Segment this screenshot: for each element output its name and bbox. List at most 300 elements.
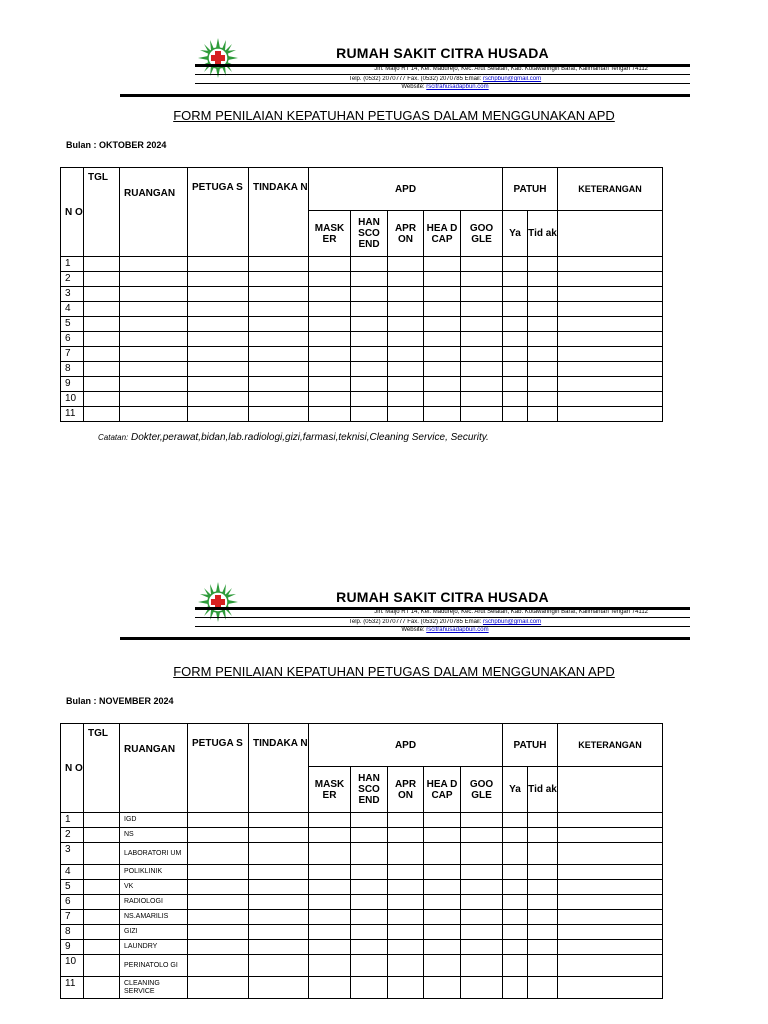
empty-cell xyxy=(424,317,461,332)
col-google-header: GOO GLE xyxy=(461,211,503,257)
row-number: 2 xyxy=(61,828,84,843)
empty-cell xyxy=(461,955,503,977)
empty-cell xyxy=(528,287,558,302)
row-number: 11 xyxy=(61,407,84,422)
apd-table xyxy=(60,723,663,999)
empty-cell xyxy=(188,880,249,895)
empty-cell xyxy=(309,977,351,999)
row-ruangan xyxy=(120,257,188,272)
table-body xyxy=(61,257,663,422)
empty-cell xyxy=(84,332,120,347)
empty-cell xyxy=(503,955,528,977)
empty-cell xyxy=(558,317,663,332)
row-ruangan: POLIKLINIK xyxy=(120,865,188,880)
keterangan-sub xyxy=(558,211,663,257)
empty-cell xyxy=(388,302,424,317)
empty-cell xyxy=(249,977,309,999)
col-masker-header: MASK ER xyxy=(309,211,351,257)
empty-cell xyxy=(188,362,249,377)
empty-cell xyxy=(461,813,503,828)
hospital-name: RUMAH SAKIT CITRA HUSADA xyxy=(336,45,549,61)
empty-cell xyxy=(351,880,388,895)
row-ruangan: RADIOLOGI xyxy=(120,895,188,910)
apd-table xyxy=(60,167,663,422)
hospital-contact: Telp. (0532) 2070777 Fax. (0532) 2070785 Email: rschpbun@gmail.com xyxy=(348,76,542,82)
col-patuh-header: PATUH xyxy=(503,724,558,767)
empty-cell xyxy=(188,302,249,317)
row-number: 2 xyxy=(61,272,84,287)
empty-cell xyxy=(424,813,461,828)
empty-cell xyxy=(84,940,120,955)
empty-cell xyxy=(528,257,558,272)
empty-cell xyxy=(388,377,424,392)
empty-cell xyxy=(309,955,351,977)
row-number: 4 xyxy=(61,865,84,880)
empty-cell xyxy=(424,302,461,317)
empty-cell xyxy=(388,813,424,828)
empty-cell xyxy=(528,377,558,392)
col-masker-header: MASK ER xyxy=(309,767,351,813)
empty-cell xyxy=(424,955,461,977)
empty-cell xyxy=(388,828,424,843)
empty-cell xyxy=(249,287,309,302)
empty-cell xyxy=(309,865,351,880)
hospital-contact: Telp. (0532) 2070777 Fax. (0532) 2070785 Email: rschpbun@gmail.com xyxy=(348,619,542,625)
row-number: 8 xyxy=(61,362,84,377)
empty-cell xyxy=(558,895,663,910)
header-rule-bottom xyxy=(120,94,690,97)
empty-cell xyxy=(528,272,558,287)
empty-cell xyxy=(249,272,309,287)
empty-cell xyxy=(249,362,309,377)
empty-cell xyxy=(424,977,461,999)
empty-cell xyxy=(249,925,309,940)
empty-cell xyxy=(309,895,351,910)
empty-cell xyxy=(188,955,249,977)
empty-cell xyxy=(188,407,249,422)
row-number: 7 xyxy=(61,347,84,362)
empty-cell xyxy=(84,377,120,392)
empty-cell xyxy=(249,317,309,332)
empty-cell xyxy=(249,895,309,910)
empty-cell xyxy=(188,895,249,910)
empty-cell xyxy=(351,813,388,828)
empty-cell xyxy=(188,843,249,865)
empty-cell xyxy=(461,287,503,302)
row-ruangan: PERINATOLO GI xyxy=(120,955,188,977)
row-ruangan xyxy=(120,302,188,317)
empty-cell xyxy=(503,392,528,407)
empty-cell xyxy=(558,865,663,880)
empty-cell xyxy=(188,940,249,955)
empty-cell xyxy=(351,392,388,407)
empty-cell xyxy=(558,392,663,407)
empty-cell xyxy=(558,977,663,999)
empty-cell xyxy=(309,828,351,843)
empty-cell xyxy=(424,843,461,865)
empty-cell xyxy=(558,257,663,272)
empty-cell xyxy=(249,302,309,317)
website-link[interactable]: rscitrahusadapbun.com xyxy=(426,84,489,90)
empty-cell xyxy=(309,940,351,955)
empty-cell xyxy=(84,287,120,302)
empty-cell xyxy=(528,362,558,377)
empty-cell xyxy=(503,895,528,910)
col-apron-header: APR ON xyxy=(388,767,424,813)
empty-cell xyxy=(188,377,249,392)
empty-cell xyxy=(351,377,388,392)
empty-cell xyxy=(558,880,663,895)
col-no-header: N O xyxy=(61,168,84,257)
empty-cell xyxy=(188,813,249,828)
row-ruangan: IGD xyxy=(120,813,188,828)
empty-cell xyxy=(461,257,503,272)
empty-cell xyxy=(84,272,120,287)
empty-cell xyxy=(503,977,528,999)
empty-cell xyxy=(528,828,558,843)
empty-cell xyxy=(84,392,120,407)
col-keterangan-header: KETERANGAN xyxy=(558,724,663,767)
empty-cell xyxy=(503,940,528,955)
empty-cell xyxy=(424,880,461,895)
col-apd-header: APD xyxy=(309,168,503,211)
empty-cell xyxy=(424,910,461,925)
col-google-header: GOO GLE xyxy=(461,767,503,813)
empty-cell xyxy=(558,362,663,377)
empty-cell xyxy=(503,843,528,865)
row-number: 8 xyxy=(61,925,84,940)
form-title: FORM PENILAIAN KEPATUHAN PETUGAS DALAM MENGGUNAKAN APD xyxy=(173,664,615,679)
hospital-address: Jln. Maljo RT 14, Kel. Madurejo, Kec. Arut Selatan, Kab. Kotawaringin Barat, Kalimantan Tengah 74112 xyxy=(374,66,648,72)
empty-cell xyxy=(503,880,528,895)
empty-cell xyxy=(503,362,528,377)
empty-cell xyxy=(84,955,120,977)
empty-cell xyxy=(84,302,120,317)
row-number: 9 xyxy=(61,940,84,955)
col-tindakan-header: TINDAKA N xyxy=(249,724,309,813)
empty-cell xyxy=(309,407,351,422)
empty-cell xyxy=(351,317,388,332)
empty-cell xyxy=(558,910,663,925)
empty-cell xyxy=(309,332,351,347)
bulan-label: Bulan : OKTOBER 2024 xyxy=(66,140,167,150)
empty-cell xyxy=(461,977,503,999)
table-row xyxy=(61,940,663,955)
empty-cell xyxy=(351,257,388,272)
bulan-label: Bulan : NOVEMBER 2024 xyxy=(66,696,174,706)
empty-cell xyxy=(249,392,309,407)
table-row xyxy=(61,895,663,910)
empty-cell xyxy=(351,362,388,377)
col-tgl-header: TGL xyxy=(84,168,120,257)
row-number: 6 xyxy=(61,895,84,910)
row-number: 10 xyxy=(61,392,84,407)
row-ruangan xyxy=(120,392,188,407)
empty-cell xyxy=(503,407,528,422)
empty-cell xyxy=(461,317,503,332)
empty-cell xyxy=(424,272,461,287)
empty-cell xyxy=(461,392,503,407)
col-ya-header: Ya xyxy=(503,211,528,257)
empty-cell xyxy=(309,377,351,392)
empty-cell xyxy=(461,895,503,910)
empty-cell xyxy=(528,910,558,925)
empty-cell xyxy=(503,865,528,880)
col-headcap-header: HEA D CAP xyxy=(424,767,461,813)
empty-cell xyxy=(188,317,249,332)
row-ruangan xyxy=(120,317,188,332)
table-row xyxy=(61,347,663,362)
form-title: FORM PENILAIAN KEPATUHAN PETUGAS DALAM MENGGUNAKAN APD xyxy=(173,108,615,123)
empty-cell xyxy=(558,925,663,940)
empty-cell xyxy=(503,828,528,843)
empty-cell xyxy=(84,925,120,940)
col-hanscoend-header: HAN SCO END xyxy=(351,211,388,257)
empty-cell xyxy=(388,910,424,925)
row-number: 5 xyxy=(61,880,84,895)
table-row xyxy=(61,377,663,392)
empty-cell xyxy=(388,347,424,362)
empty-cell xyxy=(503,257,528,272)
empty-cell xyxy=(84,843,120,865)
row-number: 9 xyxy=(61,377,84,392)
empty-cell xyxy=(461,407,503,422)
empty-cell xyxy=(249,828,309,843)
keterangan-sub xyxy=(558,767,663,813)
empty-cell xyxy=(249,377,309,392)
empty-cell xyxy=(424,865,461,880)
row-number: 3 xyxy=(61,287,84,302)
empty-cell xyxy=(558,407,663,422)
empty-cell xyxy=(188,828,249,843)
website-link[interactable]: rscitrahusadapbun.com xyxy=(426,627,489,633)
empty-cell xyxy=(188,347,249,362)
empty-cell xyxy=(503,910,528,925)
col-headcap-header: HEA D CAP xyxy=(424,211,461,257)
empty-cell xyxy=(84,828,120,843)
empty-cell xyxy=(388,317,424,332)
table-row xyxy=(61,407,663,422)
empty-cell xyxy=(249,865,309,880)
empty-cell xyxy=(249,880,309,895)
empty-cell xyxy=(528,407,558,422)
empty-cell xyxy=(351,332,388,347)
empty-cell xyxy=(424,828,461,843)
empty-cell xyxy=(351,955,388,977)
empty-cell xyxy=(188,287,249,302)
empty-cell xyxy=(424,407,461,422)
row-ruangan xyxy=(120,377,188,392)
empty-cell xyxy=(558,332,663,347)
empty-cell xyxy=(249,813,309,828)
empty-cell xyxy=(558,347,663,362)
empty-cell xyxy=(249,940,309,955)
empty-cell xyxy=(461,332,503,347)
table-row xyxy=(61,865,663,880)
empty-cell xyxy=(424,287,461,302)
table-row xyxy=(61,287,663,302)
row-ruangan xyxy=(120,272,188,287)
empty-cell xyxy=(388,955,424,977)
email-link[interactable]: rschpbun@gmail.com xyxy=(482,619,542,625)
empty-cell xyxy=(388,843,424,865)
col-petugas-header: PETUGA S xyxy=(188,724,249,813)
empty-cell xyxy=(424,895,461,910)
empty-cell xyxy=(424,257,461,272)
row-number: 5 xyxy=(61,317,84,332)
empty-cell xyxy=(84,317,120,332)
empty-cell xyxy=(424,362,461,377)
table-row xyxy=(61,955,663,977)
empty-cell xyxy=(461,302,503,317)
empty-cell xyxy=(503,332,528,347)
empty-cell xyxy=(461,828,503,843)
row-number: 1 xyxy=(61,813,84,828)
col-ruangan-header: RUANGAN xyxy=(120,724,188,813)
row-number: 4 xyxy=(61,302,84,317)
empty-cell xyxy=(528,940,558,955)
row-ruangan: CLEANING SERVICE xyxy=(120,977,188,999)
empty-cell xyxy=(528,813,558,828)
empty-cell xyxy=(84,910,120,925)
empty-cell xyxy=(528,317,558,332)
empty-cell xyxy=(424,940,461,955)
empty-cell xyxy=(558,828,663,843)
empty-cell xyxy=(309,317,351,332)
empty-cell xyxy=(351,895,388,910)
empty-cell xyxy=(388,977,424,999)
empty-cell xyxy=(309,910,351,925)
empty-cell xyxy=(558,377,663,392)
empty-cell xyxy=(528,302,558,317)
table-row xyxy=(61,813,663,828)
empty-cell xyxy=(461,880,503,895)
empty-cell xyxy=(249,955,309,977)
table-row xyxy=(61,977,663,999)
row-ruangan xyxy=(120,362,188,377)
row-ruangan xyxy=(120,332,188,347)
empty-cell xyxy=(351,828,388,843)
empty-cell xyxy=(84,865,120,880)
empty-cell xyxy=(503,272,528,287)
empty-cell xyxy=(558,813,663,828)
empty-cell xyxy=(528,865,558,880)
empty-cell xyxy=(528,880,558,895)
empty-cell xyxy=(351,407,388,422)
empty-cell xyxy=(461,865,503,880)
empty-cell xyxy=(503,377,528,392)
row-ruangan: NS xyxy=(120,828,188,843)
empty-cell xyxy=(558,272,663,287)
empty-cell xyxy=(528,925,558,940)
catatan-note: Catatan: Dokter,perawat,bidan,lab.radiologi,gizi,farmasi,teknisi,Cleaning Service, Security. xyxy=(98,432,489,443)
table-row xyxy=(61,332,663,347)
empty-cell xyxy=(558,302,663,317)
empty-cell xyxy=(309,257,351,272)
row-number: 6 xyxy=(61,332,84,347)
col-tidak-header: Tid ak xyxy=(528,767,558,813)
empty-cell xyxy=(388,272,424,287)
table-row xyxy=(61,828,663,843)
empty-cell xyxy=(351,940,388,955)
col-keterangan-header: KETERANGAN xyxy=(558,168,663,211)
empty-cell xyxy=(528,977,558,999)
empty-cell xyxy=(388,257,424,272)
hospital-website: Website: rscitrahusadapbun.com xyxy=(401,84,489,90)
empty-cell xyxy=(388,287,424,302)
table-row xyxy=(61,880,663,895)
empty-cell xyxy=(309,880,351,895)
empty-cell xyxy=(503,925,528,940)
empty-cell xyxy=(558,940,663,955)
empty-cell xyxy=(188,865,249,880)
empty-cell xyxy=(309,287,351,302)
empty-cell xyxy=(461,377,503,392)
email-link[interactable]: rschpbun@gmail.com xyxy=(482,76,542,82)
col-petugas-header: PETUGA S xyxy=(188,168,249,257)
table-row xyxy=(61,910,663,925)
row-number: 10 xyxy=(61,955,84,977)
empty-cell xyxy=(84,362,120,377)
table-row xyxy=(61,317,663,332)
col-apd-header: APD xyxy=(309,724,503,767)
col-no-header: N O xyxy=(61,724,84,813)
empty-cell xyxy=(388,392,424,407)
row-ruangan xyxy=(120,287,188,302)
col-apron-header: APR ON xyxy=(388,211,424,257)
empty-cell xyxy=(309,813,351,828)
empty-cell xyxy=(188,977,249,999)
empty-cell xyxy=(351,910,388,925)
empty-cell xyxy=(461,347,503,362)
empty-cell xyxy=(528,347,558,362)
header-rule-thin xyxy=(195,617,690,618)
empty-cell xyxy=(388,407,424,422)
table-row xyxy=(61,925,663,940)
empty-cell xyxy=(351,977,388,999)
row-ruangan: VK xyxy=(120,880,188,895)
row-ruangan: LABORATORI UM xyxy=(120,843,188,865)
empty-cell xyxy=(84,347,120,362)
table-row xyxy=(61,843,663,865)
empty-cell xyxy=(309,347,351,362)
empty-cell xyxy=(424,347,461,362)
empty-cell xyxy=(188,332,249,347)
col-ruangan-header: RUANGAN xyxy=(120,168,188,257)
empty-cell xyxy=(461,362,503,377)
row-number: 1 xyxy=(61,257,84,272)
empty-cell xyxy=(351,272,388,287)
empty-cell xyxy=(388,880,424,895)
empty-cell xyxy=(461,272,503,287)
empty-cell xyxy=(558,843,663,865)
col-ya-header: Ya xyxy=(503,767,528,813)
empty-cell xyxy=(503,287,528,302)
hospital-address: Jln. Maljo RT 14, Kel. Madurejo, Kec. Arut Selatan, Kab. Kotawaringin Barat, Kalimantan Tengah 74112 xyxy=(374,609,648,615)
row-ruangan: LAUNDRY xyxy=(120,940,188,955)
empty-cell xyxy=(249,332,309,347)
empty-cell xyxy=(528,955,558,977)
empty-cell xyxy=(424,392,461,407)
table-row xyxy=(61,362,663,377)
empty-cell xyxy=(388,362,424,377)
empty-cell xyxy=(528,392,558,407)
col-tidak-header: Tid ak xyxy=(528,211,558,257)
empty-cell xyxy=(503,347,528,362)
col-tindakan-header: TINDAKA N xyxy=(249,168,309,257)
empty-cell xyxy=(388,925,424,940)
empty-cell xyxy=(558,955,663,977)
